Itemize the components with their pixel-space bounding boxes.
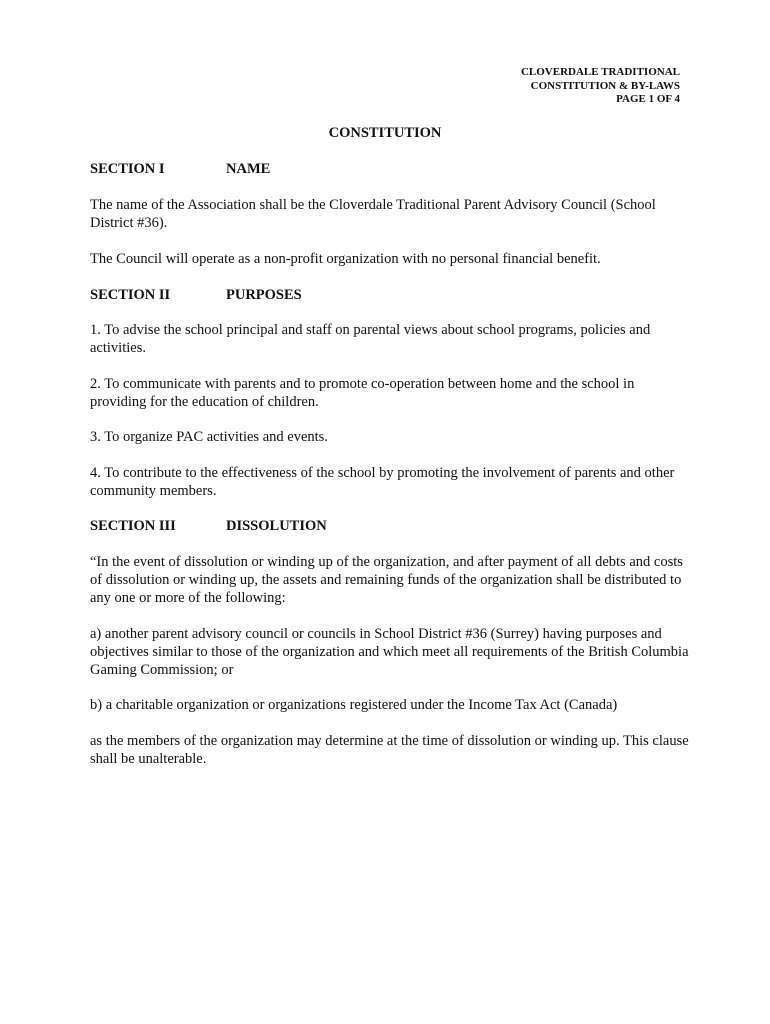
document-title: CONSTITUTION xyxy=(328,125,442,141)
section-2-number: SECTION II xyxy=(90,287,171,303)
section-1-title: NAME xyxy=(226,161,271,177)
section-1-number: SECTION I xyxy=(90,161,165,177)
section-2-title: PURPOSES xyxy=(226,287,302,303)
dissolution-item-a: a) another parent advisory council or councils in School District #36 (Surrey) having purposes and objectives similar to those of the organization and which meet all requirements of the British Columbia Gaming Commission; or xyxy=(90,626,689,678)
section-1-paragraph-2: The Council will operate as a non-profit organization with no personal financial benefit. xyxy=(90,251,601,267)
purpose-item-3: 3. To organize PAC activities and events. xyxy=(90,429,328,445)
header-line-3: PAGE 1 OF 4 xyxy=(616,93,680,105)
page-header xyxy=(521,66,680,107)
purpose-item-2: 2. To communicate with parents and to promote co-operation between home and the school in providing for the education of children. xyxy=(90,376,635,410)
section-1-heading xyxy=(90,160,270,178)
header-line-2: CONSTITUTION & BY-LAWS xyxy=(530,79,680,92)
section-3-number: SECTION III xyxy=(90,518,176,534)
dissolution-item-b: b) a charitable organization or organizations registered under the Income Tax Act (Canada) xyxy=(90,697,618,713)
section-2-heading xyxy=(90,286,302,304)
section-3-paragraph-2: as the members of the organization may determine at the time of dissolution or winding up. This clause shall be unalterable. xyxy=(90,733,689,767)
purpose-item-1: 1. To advise the school principal and staff on parental views about school programs, policies and activities. xyxy=(90,322,651,356)
section-1-paragraph-1: The name of the Association shall be the Cloverdale Traditional Parent Advisory Council (School District #36). xyxy=(90,197,656,231)
section-3-title: DISSOLUTION xyxy=(226,518,327,534)
header-line-1: CLOVERDALE TRADITIONAL xyxy=(520,66,680,78)
purpose-item-4: 4. To contribute to the effectiveness of the school by promoting the involvement of parents and other community members. xyxy=(90,465,675,499)
section-3-paragraph-1: “In the event of dissolution or winding up of the organization, and after payment of all debts and costs of dissolution or winding up, the assets and remaining funds of the organization shall be distributed to any one or more of the following: xyxy=(90,554,683,606)
section-3-heading xyxy=(90,517,327,535)
